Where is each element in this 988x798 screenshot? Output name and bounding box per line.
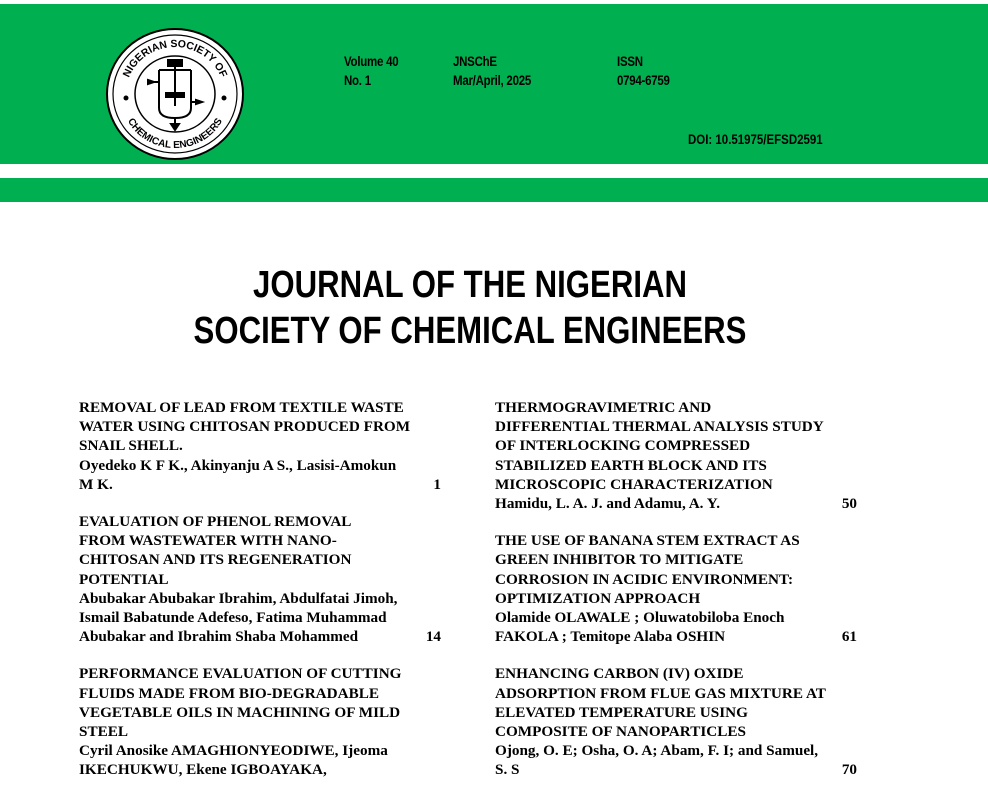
article-page-number: 14 xyxy=(425,628,441,646)
contents-entry xyxy=(79,512,451,646)
contents-entry xyxy=(495,531,867,646)
logo-ring-text-top: NIGERIAN SOCIETY OF xyxy=(120,37,230,80)
article-authors-page-row xyxy=(79,627,451,646)
journal-title-line-1: JOURNAL OF THE NIGERIAN xyxy=(253,264,687,306)
contents-entry xyxy=(495,398,867,513)
contents-left-column xyxy=(79,398,451,798)
article-title-line: STEEL xyxy=(79,723,128,741)
article-page-number: 70 xyxy=(841,761,857,779)
article-authors-page-row xyxy=(79,475,451,494)
article-title-line: DIFFERENTIAL THERMAL ANALYSIS STUDY xyxy=(495,418,824,436)
article-title-line: OPTIMIZATION APPROACH xyxy=(495,589,701,607)
article-title-line: POTENTIAL xyxy=(79,570,169,588)
article-authors-page-row xyxy=(495,627,867,646)
issn-label: ISSN xyxy=(617,53,643,69)
contents-entry xyxy=(495,664,867,779)
article-title-line: EVALUATION OF PHENOL REMOVAL xyxy=(79,513,352,531)
journal-title-line-2: SOCIETY OF CHEMICAL ENGINEERS xyxy=(193,310,747,352)
article-title-line: VEGETABLE OILS IN MACHINING OF MILD xyxy=(79,703,401,721)
article-title-line: PERFORMANCE EVALUATION OF CUTTING xyxy=(79,665,402,683)
society-logo xyxy=(104,26,246,162)
article-authors-line: IKECHUKWU, Ekene IGBOAYAKA, xyxy=(79,761,327,779)
article-title-line: GREEN INHIBITOR TO MITIGATE xyxy=(495,551,744,569)
article-authors-line: M K. xyxy=(79,475,113,493)
article-title-line: OF INTERLOCKING COMPRESSED xyxy=(495,437,751,455)
article-title-line: REMOVAL OF LEAD FROM TEXTILE WASTE xyxy=(79,399,404,416)
article-authors-line: FAKOLA ; Temitope Alaba OSHIN xyxy=(495,628,726,646)
article-page-number: 50 xyxy=(841,495,857,513)
article-authors-line: Abubakar and Ibrahim Shaba Mohammed xyxy=(79,628,359,646)
article-page-number: 61 xyxy=(841,628,857,646)
article-authors-line: Ojong, O. E; Osha, O. A; Abam, F. I; and Samuel, xyxy=(495,742,819,760)
article-title-line: CHITOSAN AND ITS REGENERATION xyxy=(79,551,352,569)
journal-block xyxy=(453,52,531,90)
article-page-number: 1 xyxy=(433,475,441,493)
logo-ring-text-bottom: CHEMICAL ENGINEERS xyxy=(125,116,225,152)
article-authors-line: Olamide OLAWALE ; Oluwatobiloba Enoch xyxy=(495,609,785,627)
header-stripe xyxy=(0,178,988,202)
issue-date: Mar/April, 2025 xyxy=(453,72,531,88)
article-title-line: CORROSION IN ACIDIC ENVIRONMENT: xyxy=(495,570,794,588)
article-title-line: ENHANCING CARBON (IV) OXIDE xyxy=(495,665,744,683)
issn-block xyxy=(617,52,670,90)
article-title-line: STABILIZED EARTH BLOCK AND ITS xyxy=(495,456,767,474)
doi-label: DOI: 10.51975/EFSD2591 xyxy=(688,131,823,147)
article-title-line: ELEVATED TEMPERATURE USING xyxy=(495,703,748,721)
volume-label: Volume 40 xyxy=(344,53,399,69)
article-title-line: THE USE OF BANANA STEM EXTRACT AS xyxy=(495,532,800,550)
article-authors-line: Oyedeko K F K., Akinyanju A S., Lasisi-Amokun xyxy=(79,456,397,474)
contents-right-column xyxy=(495,398,867,798)
article-title-line: COMPOSITE OF NANOPARTICLES xyxy=(495,723,746,741)
volume-block xyxy=(344,52,398,90)
article-title-line: THERMOGRAVIMETRIC AND xyxy=(495,399,712,416)
article-authors-line: S. S xyxy=(495,761,520,779)
article-authors-line: Hamidu, L. A. J. and Adamu, A. Y. xyxy=(495,495,721,513)
article-authors-line: Cyril Anosike AMAGHIONYEODIWE, Ijeoma xyxy=(79,742,388,760)
contents-entry xyxy=(79,664,451,779)
article-title-line: FROM WASTEWATER WITH NANO- xyxy=(79,532,337,550)
article-title-line: FLUIDS MADE FROM BIO-DEGRADABLE xyxy=(79,684,379,702)
article-title-line: ADSORPTION FROM FLUE GAS MIXTURE AT xyxy=(495,684,826,702)
article-authors-line: Ismail Babatunde Adefeso, Fatima Muhammad xyxy=(79,609,387,627)
article-title-line: SNAIL SHELL. xyxy=(79,437,183,455)
article-title-line: MICROSCOPIC CHARACTERIZATION xyxy=(495,475,773,493)
article-authors-line: Abubakar Abubakar Ibrahim, Abdulfatai Jimoh, xyxy=(79,589,398,607)
contents-entry xyxy=(79,398,451,494)
journal-abbrev: JNSChE xyxy=(453,53,497,69)
issn-value: 0794-6759 xyxy=(617,72,670,88)
article-authors-page-row xyxy=(495,494,867,513)
number-label: No. 1 xyxy=(344,72,371,88)
article-title-line: WATER USING CHITOSAN PRODUCED FROM xyxy=(79,418,411,436)
